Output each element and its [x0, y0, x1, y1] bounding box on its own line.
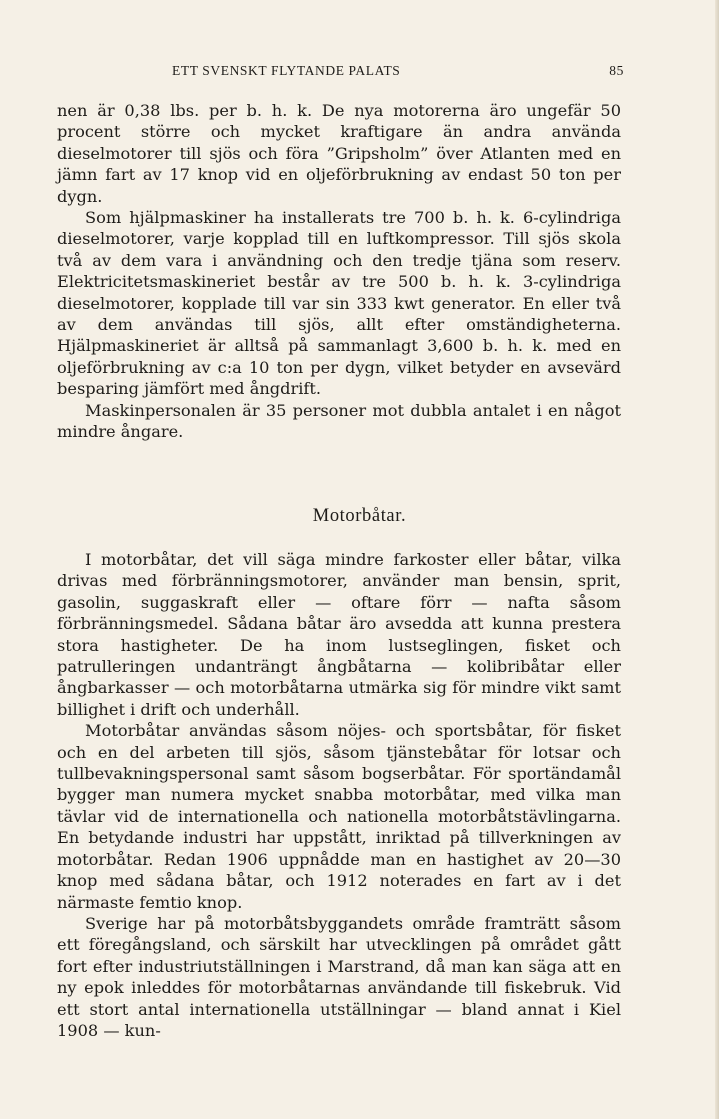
paragraph-auxiliary-machinery: Som hjälpmaskiner ha installerats tre 700 b. h. k. 6-cylindriga dieselmotorer, varje kopplad till en luftkompressor. Till sjös skola två av dem vara i användning och den tredje tjäna som reserv. Elektricitetsmaskineriet består av tre 500 b. h. k. 3-cylindriga dieselmotorer, kopplade till var sin 333 kwt generator. En eller två av dem användas till sjös, allt efter omständigheterna. Hjälpmaskineriet är alltså på sammanlagt 3,600 b. h. k. med en oljeförbrukning av c:a 10 ton per dygn, vilket betyder en avsevärd besparing jämfört med ångdrift. — [57, 208, 621, 399]
upper-text-block — [57, 100, 621, 443]
running-head: ETT SVENSKT FLYTANDE PALATS — [172, 63, 401, 78]
paragraph-sweden-motorboats: Sverige har på motorbåtsbyggandets område framträtt såsom ett föregångsland, och särskilt har utvecklingen på området gått fort efter industriutställningen i Marstrand, då man kan säga att en ny epok inleddes för motorbåtarnas användande till fiskebruk. Vid ett stort antal internationella utställningar — bland annat i Kiel 1908 — kun- — [57, 913, 621, 1040]
paragraph-motorboat-intro: I motorbåtar, det vill säga mindre farkoster eller båtar, vilka drivas med förbränningsmotorer, använder man bensin, sprit, gasolin, suggaskraft eller — oftare förr — nafta såsom förbränningsmedel. Sådana båtar äro avsedda att kunna prestera stora hastigheter. De ha inom lustseglingen, fisket och patrulleringen undanträngt ångbåtarna — kolibribåtar eller ångbarkasser — och motorbåtarna utmärka sig för mindre vikt samt billighet i drift och underhåll. — [57, 550, 621, 719]
paragraph-continuation: nen är 0,38 lbs. per b. h. k. De nya motorerna äro ungefär 50 procent större och mycket kraftigare än andra använda dieselmotorer till sjös och föra ”Gripsholm” över Atlanten med en jämn fart av 17 knop vid en oljeförbrukning av endast 50 ton per dygn. — [57, 101, 621, 206]
page-header — [96, 63, 624, 83]
paragraph-engine-crew: Maskinpersonalen är 35 personer mot dubbla antalet i en något mindre ångare. — [57, 400, 621, 442]
lower-text-block — [57, 549, 621, 1041]
page-number: 85 — [609, 63, 624, 78]
page-edge-shadow — [715, 0, 719, 1119]
section-title: Motorbåtar. — [312, 506, 407, 526]
paragraph-motorboat-uses: Motorbåtar användas såsom nöjes- och sportsbåtar, för fisket och en del arbeten till sjös, såsom tjänstebåtar för lotsar och tullbevakningspersonal samt såsom bogserbåtar. För sportändamål bygger man numera mycket snabba motorbåtar, med vilka man tävlar vid de internationella och nationella motorbåtstävlingarna. En betydande industri har uppstått, inriktad på tillverkningen av motorbåtar. Redan 1906 uppnådde man en hastighet av 20—30 knop med sådana båtar, och 1912 noterades en fart av i det närmaste femtio knop. — [57, 721, 621, 912]
